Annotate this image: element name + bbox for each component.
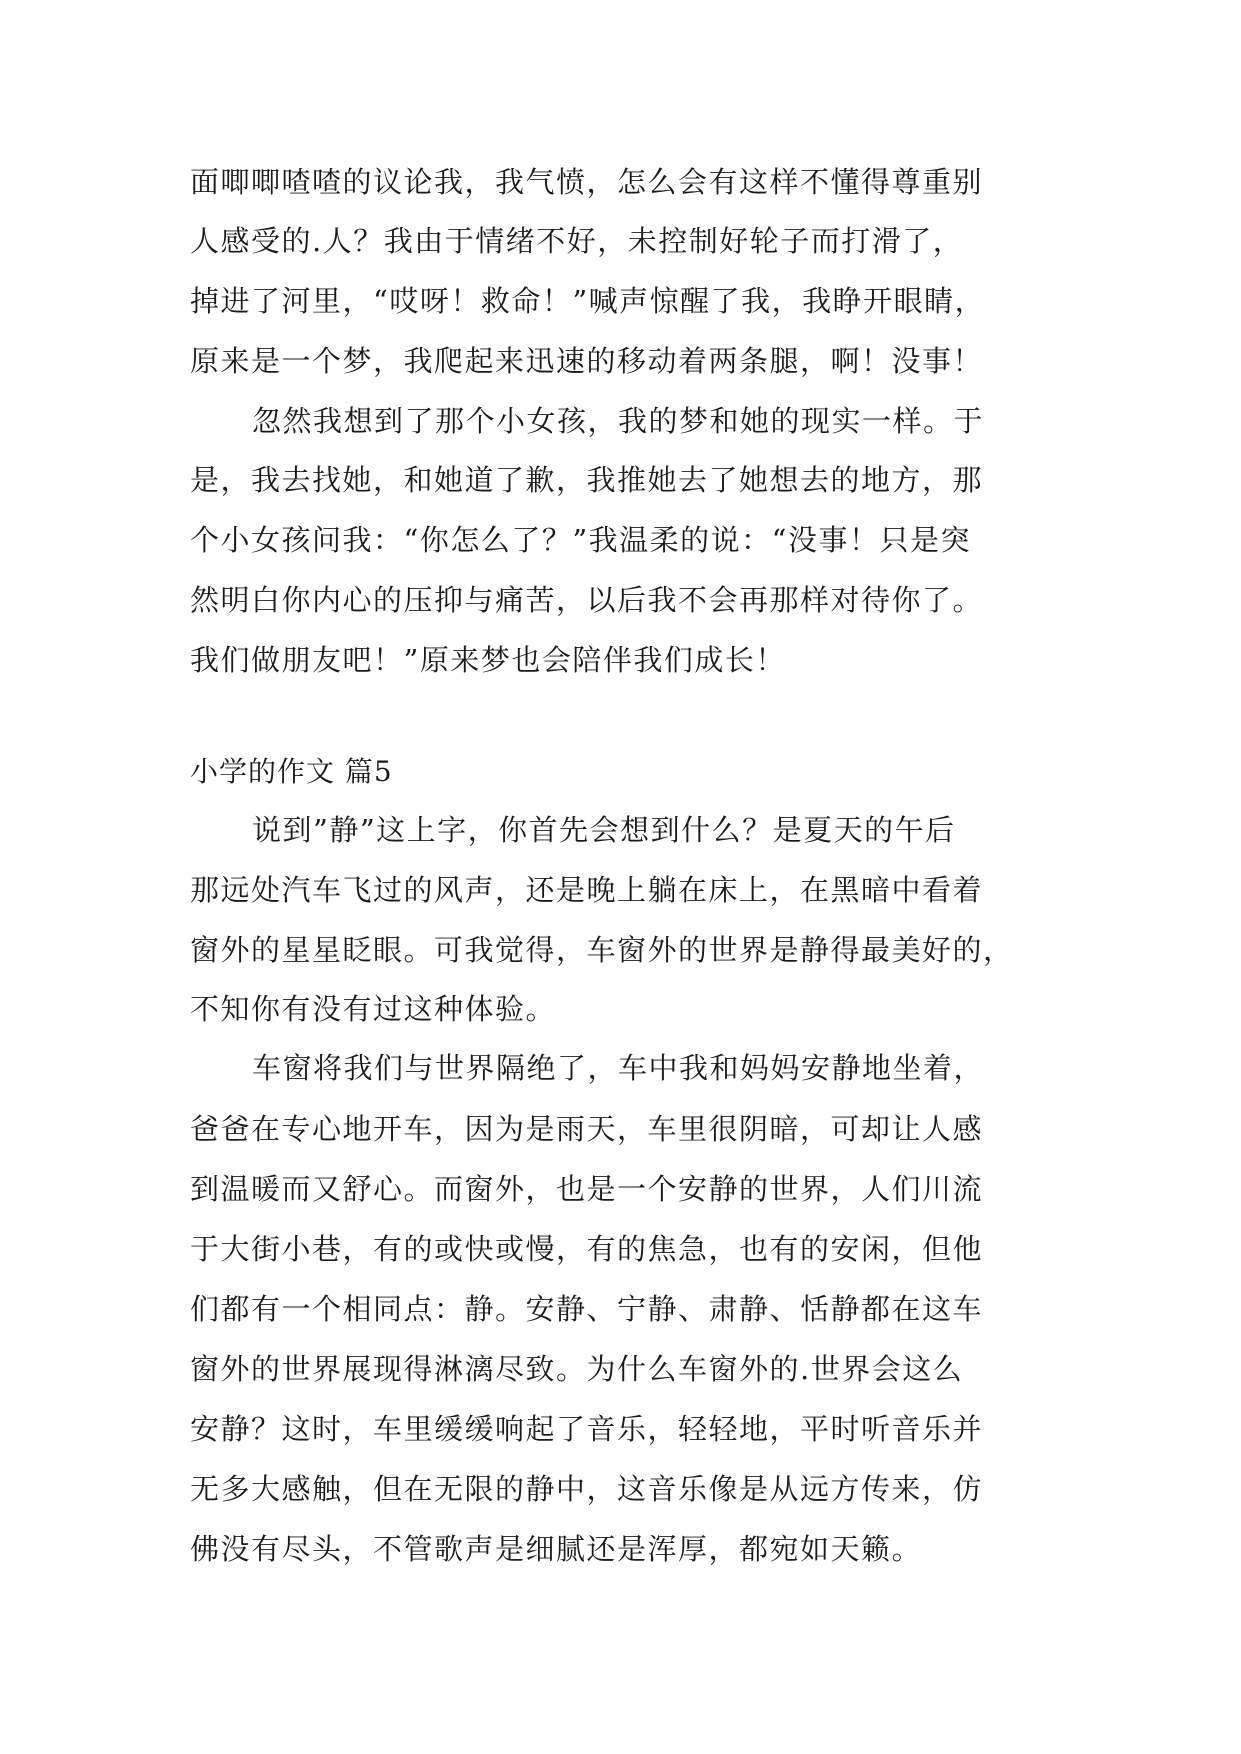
text-line: 窗外的星星眨眼。可我觉得，车窗外的世界是静得最美好的，	[190, 933, 1014, 967]
text-line: 说到”静”这上字，你首先会想到什么？是夏天的午后	[252, 813, 956, 847]
text-line: 到温暖而又舒心。而窗外，也是一个安静的世界，人们川流	[190, 1172, 984, 1206]
text-line: 无多大感触，但在无限的静中，这音乐像是从远方传来，仿	[190, 1472, 984, 1506]
text-line: 们都有一个相同点：静。安静、宁静、肃静、恬静都在这车	[190, 1292, 984, 1326]
text-line: 原来是一个梦，我爬起来迅速的移动着两条腿，啊！没事！	[190, 344, 984, 378]
section-title: 小学的作文 篇5	[190, 755, 393, 788]
text-line: 窗外的世界展现得淋漓尽致。为什么车窗外的.世界会这么	[190, 1352, 964, 1386]
text-line: 是，我去找她，和她道了歉，我推她去了她想去的地方，那	[190, 463, 984, 497]
text-line: 人感受的.人？我由于情绪不好，未控制好轮子而打滑了，	[190, 224, 964, 258]
text-line: 面唧唧喳喳的议论我，我气愤，怎么会有这样不懂得尊重别	[190, 165, 984, 199]
text-line: 安静？这时，车里缓缓响起了音乐，轻轻地，平时听音乐并	[190, 1412, 984, 1446]
text-line: 于大街小巷，有的或快或慢，有的焦急，也有的安闲，但他	[190, 1232, 984, 1266]
text-line: 佛没有尽头，不管歌声是细腻还是浑厚，都宛如天籁。	[190, 1532, 923, 1566]
text-line: 那远处汽车飞过的风声，还是晚上躺在床上，在黑暗中看着	[190, 873, 984, 907]
text-line: 爸爸在专心地开车，因为是雨天，车里很阴暗，可却让人感	[190, 1112, 984, 1146]
text-line: 不知你有没有过这种体验。	[190, 992, 557, 1026]
text-line: 忽然我想到了那个小女孩，我的梦和她的现实一样。于	[252, 404, 985, 438]
text-line: 车窗将我们与世界隔绝了，车中我和妈妈安静地坐着，	[252, 1051, 985, 1085]
text-line: 然明白你内心的压抑与痛苦，以后我不会再那样对待你了。	[190, 583, 984, 617]
text-line: 掉进了河里，“哎呀！救命！”喊声惊醒了我，我睁开眼睛，	[190, 284, 986, 318]
text-line: 我们做朋友吧！”原来梦也会陪伴我们成长！	[190, 643, 786, 677]
text-line: 个小女孩问我：“你怎么了？”我温柔的说：“没事！只是突	[190, 523, 971, 557]
